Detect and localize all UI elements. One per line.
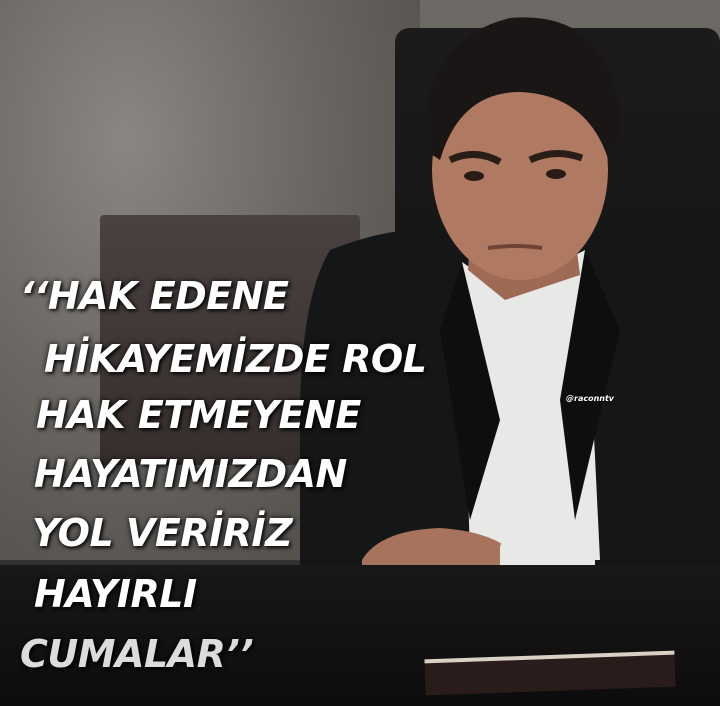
quote-line: HİKAYEMİZDE ROL	[44, 337, 427, 381]
quote-line: ‘‘HAK EDENE	[20, 274, 289, 318]
quote-line: HAK ETMEYENE	[36, 393, 361, 437]
quote-line: HAYATIMIZDAN	[34, 452, 347, 496]
quote-line: YOL VERİRİZ	[32, 511, 293, 555]
quote-line: CUMALAR’’	[20, 632, 254, 676]
left-eye	[464, 171, 484, 181]
watermark: @raconntv	[566, 394, 615, 403]
right-eye	[546, 169, 566, 179]
quote-line: HAYIRLI	[34, 572, 197, 616]
mouth	[488, 246, 542, 248]
